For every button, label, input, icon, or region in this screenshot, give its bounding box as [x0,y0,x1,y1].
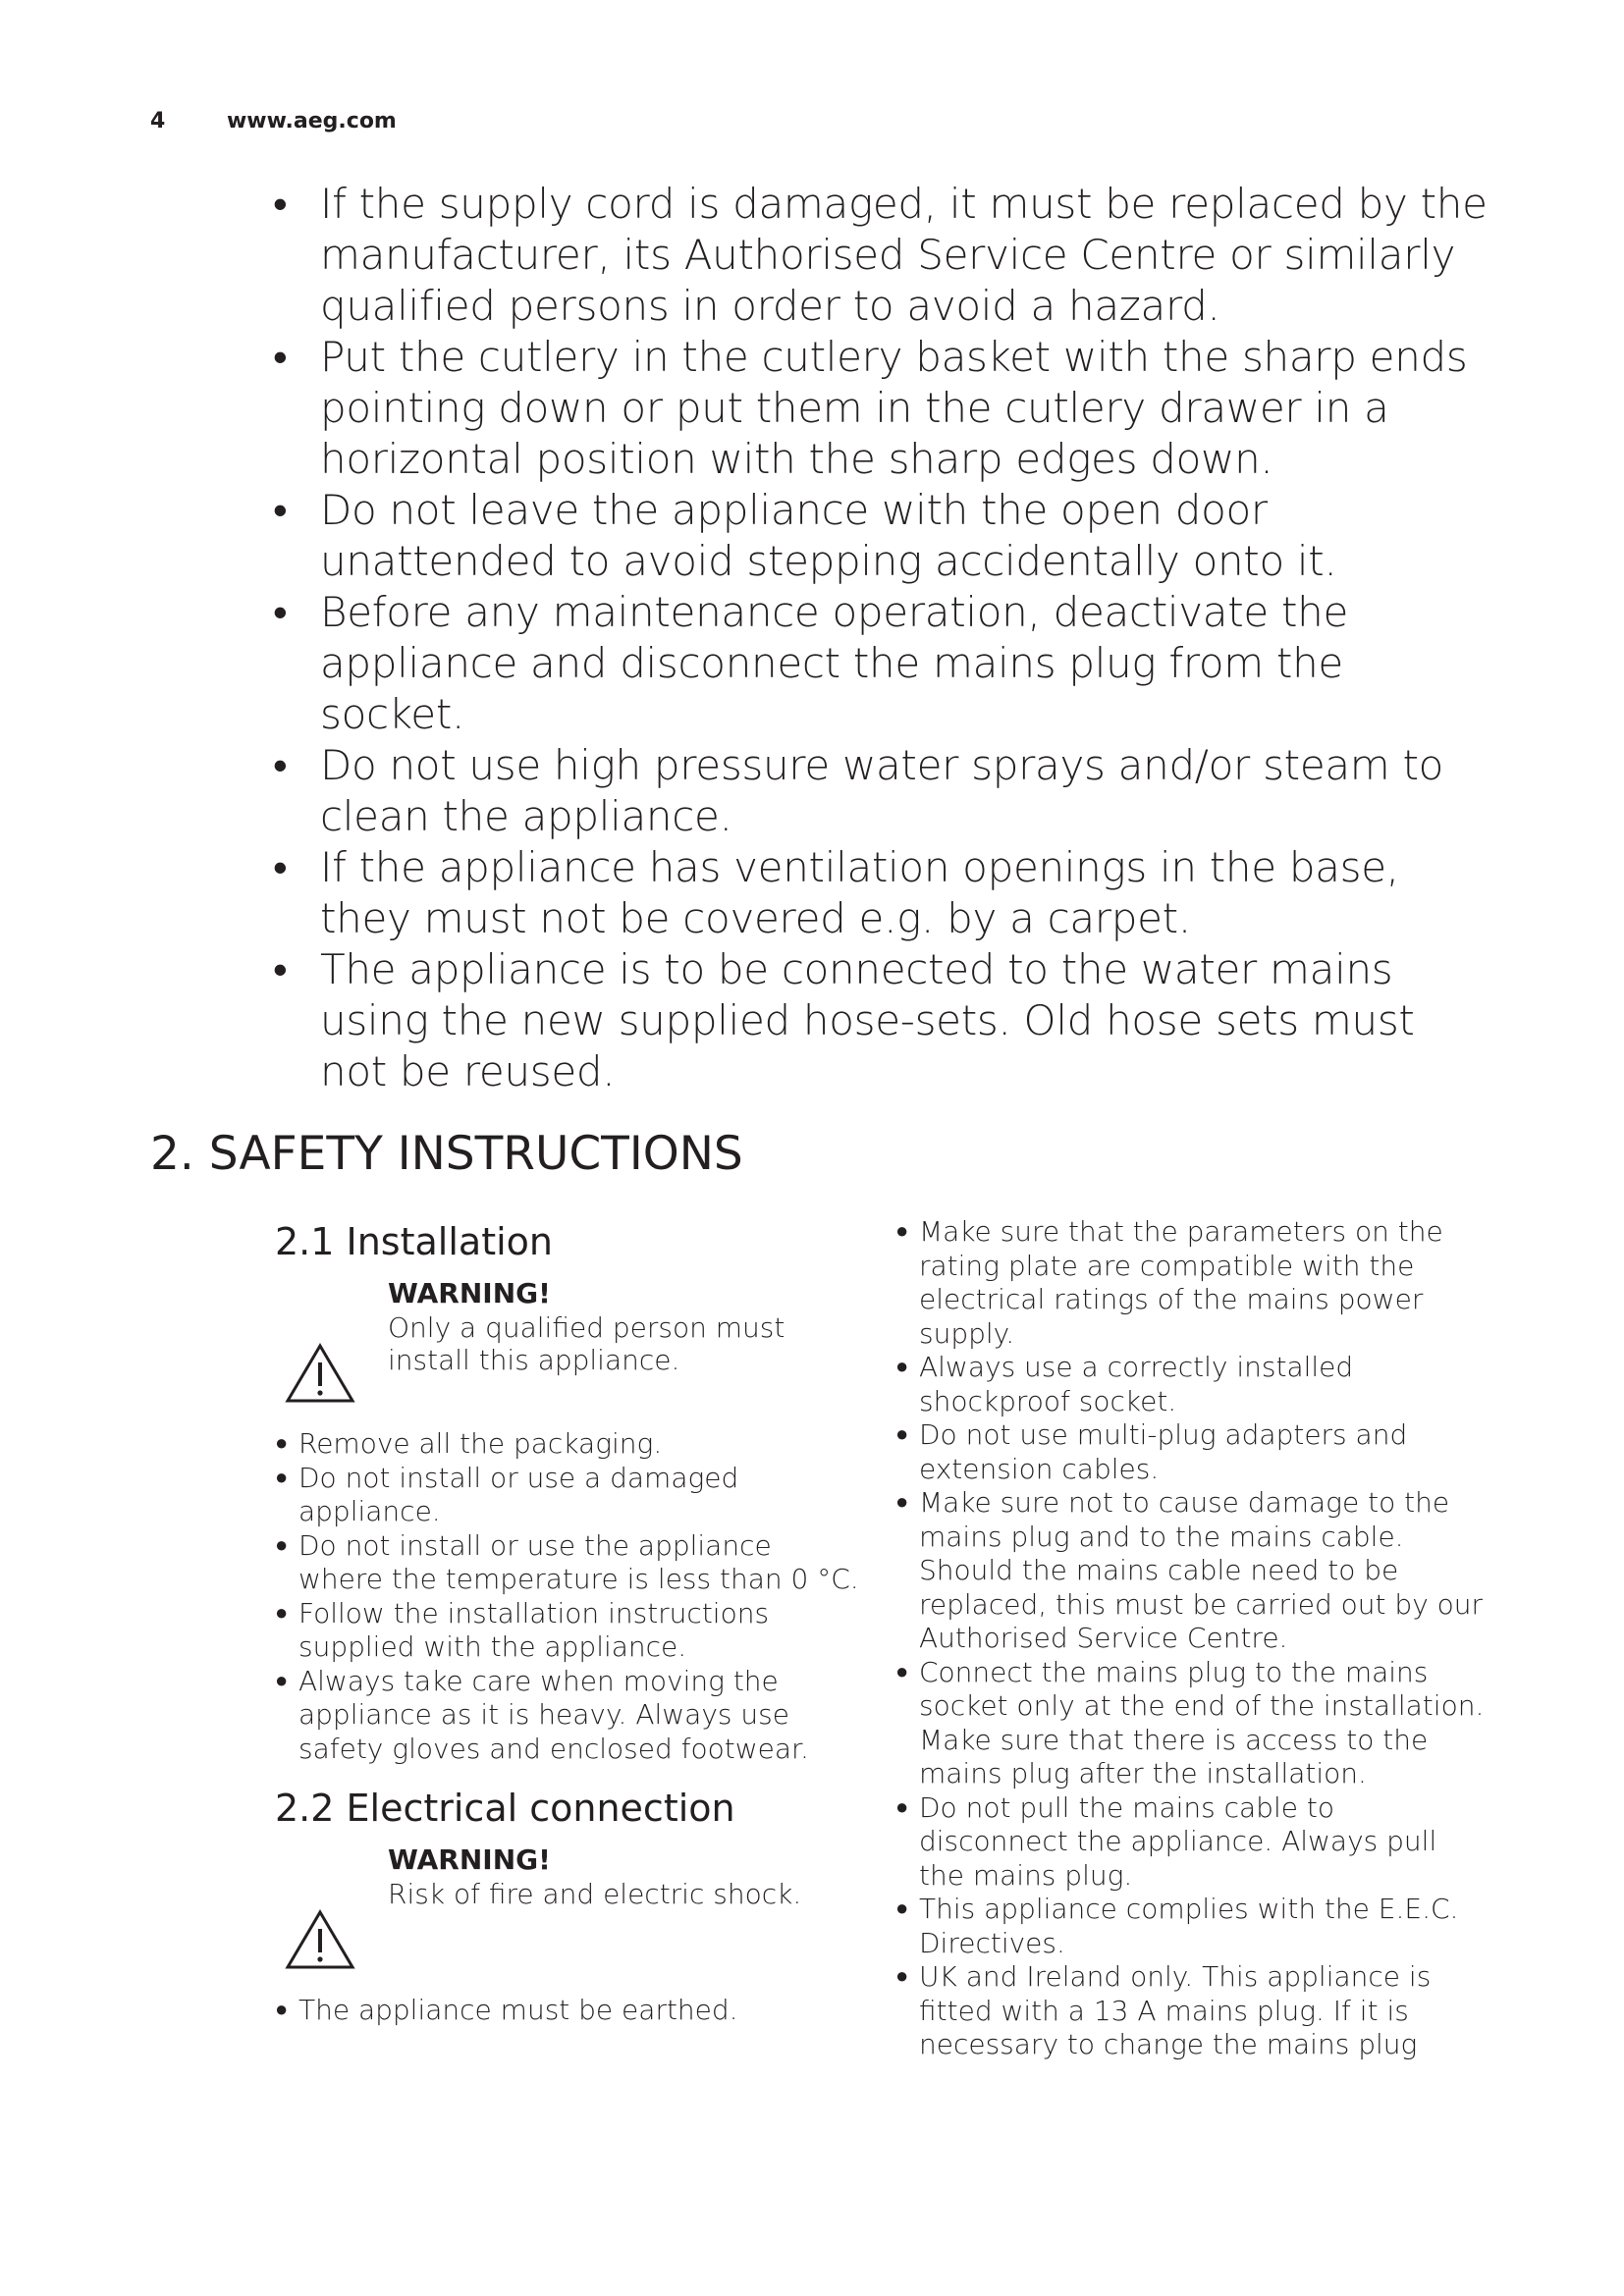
list-item-text: Do not use high pressure water sprays and/or steam to clean the appliance. [320,741,1444,840]
bullet-icon: ● [275,1532,289,1558]
bullet-icon: ● [895,1355,909,1379]
list-item [895,1656,1485,1791]
bullet-icon: ● [895,1659,909,1684]
list-item-text: Connect the mains plug to the mains socket only at the end of the installation. Make sure that there is access to the mains plug after the installation. [919,1655,1485,1789]
warning-title: WARNING! [388,1277,551,1309]
list-item [275,1665,864,1767]
list-item [895,1418,1485,1486]
bullet-icon: • [273,486,288,534]
list-item [275,1994,864,2028]
list-item-text: UK and Ireland only. This appliance is fitted with a 13 A mains plug. If it is necessary to change the mains plug [919,1960,1432,2060]
bullet-icon: ● [275,1465,289,1490]
list-item-text: If the supply cord is damaged, it must be replaced by the manufacturer, its Authorised Service Centre or similarly qualified persons in order to avoid a hazard. [320,180,1488,330]
list-item [275,1462,864,1529]
list-item [273,740,1490,842]
header-url[interactable]: www.aeg.com [226,109,397,133]
list-item-text: This appliance complies with the E.E.C. Directives. [919,1893,1459,1959]
page-header [150,109,397,133]
list-item-text: Do not use multi-plug adapters and extension cables. [919,1418,1408,1485]
list-item [273,842,1490,944]
electrical-heading: 2.2 Electrical connection [275,1787,735,1830]
bullet-icon: ● [895,1964,909,1989]
bullet-icon: ● [275,1431,289,1456]
list-item-text: Remove all the packaging. [298,1427,663,1460]
bullet-icon: ● [275,1998,289,2022]
section-title: 2. SAFETY INSTRUCTIONS [150,1127,743,1181]
right-column [895,1215,1485,2062]
electrical-list [275,1994,864,2028]
bullet-icon: ● [275,1600,289,1626]
list-item-text: Always take care when moving the appliance as it is heavy. Always use safety gloves and enclosed footwear. [298,1664,809,1765]
list-item [895,1215,1485,1351]
list-item [273,587,1490,740]
bullet-icon: • [273,588,288,636]
list-item-text: Make sure not to cause damage to the mains plug and to the mains cable. Should the mains cable need to be replaced, this must be carried out by our Authorised Service Centre. [919,1486,1484,1654]
list-item [273,485,1490,587]
bullet-icon: • [273,741,288,789]
list-item-text: The appliance is to be connected to the water mains using the new supplied hose-sets. Old hose sets must not be reused. [320,945,1415,1095]
list-item-text: If the appliance has ventilation openings in the base, they must not be covered e.g. by a carpet. [320,843,1399,942]
list-item-text: Do not pull the mains cable to disconnect the appliance. Always pull the mains plug. [919,1790,1437,1892]
list-item-text: Do not leave the appliance with the open door unattended to avoid stepping accidentally onto it. [320,486,1337,585]
bullet-icon: • [273,945,288,993]
list-item-text: Do not install or use a damaged appliance. [298,1461,739,1527]
electrical-warning [275,1842,864,1980]
list-item [275,1427,864,1462]
bullet-icon: • [273,333,288,381]
warning-triangle-icon [285,1909,355,1970]
warning-title: WARNING! [388,1843,551,1876]
bullet-icon: ● [895,1794,909,1820]
list-item-text: The appliance must be earthed. [298,1994,738,2026]
bullet-icon: ● [895,1219,909,1244]
list-item-text: Do not install or use the appliance where the temperature is less than 0 °C. [298,1528,859,1595]
installation-heading: 2.1 Installation [275,1220,553,1263]
list-item [273,332,1490,485]
list-item [895,1893,1485,1960]
bullet-icon: ● [895,1896,909,1921]
page-number: 4 [150,109,166,133]
list-item [895,1960,1485,2062]
list-item [273,944,1490,1097]
bullet-icon: • [273,180,288,228]
list-item [275,1529,864,1597]
list-item [895,1486,1485,1656]
list-item-text: Follow the installation instructions supplied with the appliance. [298,1596,770,1663]
top-bullet-list [273,179,1490,1097]
list-item [895,1351,1485,1418]
list-item [273,179,1490,332]
bullet-icon: ● [895,1490,909,1515]
list-item [275,1597,864,1665]
list-item [895,1791,1485,1894]
installation-warning [275,1276,864,1414]
left-column [275,1217,864,2028]
bullet-icon: • [273,843,288,891]
warning-text: Risk of fire and electric shock. [388,1878,802,1910]
electrical-list-continued [895,1215,1485,2062]
list-item-text: Put the cutlery in the cutlery basket with the sharp ends pointing down or put them in the cutlery drawer in a horizontal position with the sharp edges down. [320,333,1468,483]
bullet-icon: ● [895,1422,909,1447]
list-item-text: Make sure that the parameters on the rating plate are compatible with the electrical ratings of the mains power supply. [919,1215,1443,1350]
warning-triangle-icon [285,1343,355,1404]
installation-list [275,1427,864,1766]
warning-text: Only a qualified person must install this appliance. [388,1311,785,1376]
bullet-icon: ● [275,1668,289,1693]
list-item-text: Always use a correctly installed shockproof socket. [919,1351,1354,1417]
list-item-text: Before any maintenance operation, deactivate the appliance and disconnect the mains plug from the socket. [320,588,1349,738]
